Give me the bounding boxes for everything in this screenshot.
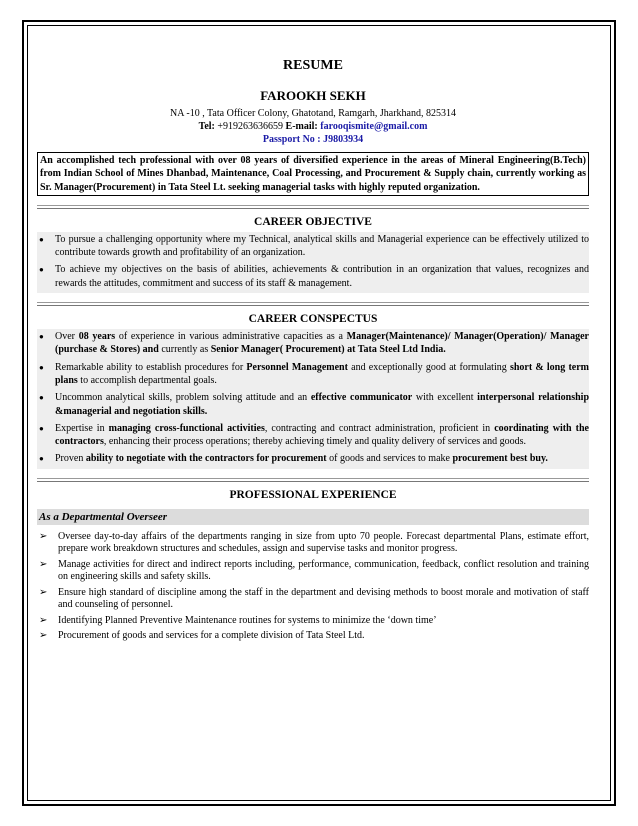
list-item: ➢ Manage activities for direct and indirect reports including, performance, communication, feedback, conflict resolution and training on engineering skills and safety skills.	[37, 559, 589, 584]
candidate-name: FAROOKH SEKH	[260, 88, 366, 103]
career-conspectus-heading: CAREER CONSPECTUS	[248, 313, 378, 326]
section-divider	[37, 478, 589, 482]
email-link[interactable]: farooqismite@gmail.com	[320, 121, 428, 132]
list-item: ● Over 08 years of experience in various administrative capacities as a Manager(Maintenance)/ Manager(Operation)/ Manager (purchase & Stores) and currently as Senior Manager( Procurement) at Tata Steel Ltd India.	[37, 329, 589, 360]
resume-title: RESUME	[283, 58, 343, 73]
resume-content	[37, 58, 589, 646]
address: NA -10 , Tata Officer Colony, Ghatotand, Ramgarh, Jharkhand, 825314	[169, 108, 456, 119]
list-item: ➢ Oversee day-to-day affairs of the departments ranging in size from upto 70 people. Forecast departmental Plans, estimate effort, prepare work breakdown structures and schedules, assign and supervise tasks and monitor progress.	[37, 531, 589, 556]
career-conspectus-list	[37, 329, 589, 469]
professional-experience-heading: PROFESSIONAL EXPERIENCE	[229, 488, 397, 501]
experience-list	[37, 531, 589, 643]
contact-line	[37, 120, 589, 133]
list-item: ● To pursue a challenging opportunity where my Technical, analytical skills and Managerial experience can be effectively utilized to contribute towards growth and profitability of an organization.	[37, 232, 589, 263]
profile-summary: An accomplished tech professional with over 08 years of diversified experience in the areas of Mineral Engineering(B.Tech) from Indian School of Mines Dhanbad, Maintenance, Coal Processing, and Procurement & Supply chain, currently working as Sr. Manager(Procurement) in Tata Steel Lt. seeking managerial tasks with highly reputed organization.	[37, 152, 589, 196]
section-divider	[37, 205, 589, 209]
email-label: E-mail:	[285, 121, 318, 132]
tel-label: Tel:	[198, 121, 215, 132]
career-objective-list	[37, 232, 589, 293]
list-item: ● To achieve my objectives on the basis of abilities, achievements & contribution in an organization that values, recognizes and rewards the attitudes, commitment and success of its staff & management.	[37, 262, 589, 293]
section-divider	[37, 302, 589, 306]
list-item: ➢ Procurement of goods and services for a complete division of Tata Steel Ltd.	[37, 630, 589, 643]
list-item: ● Expertise in managing cross-functional activities, contracting and contract administration, proficient in coordinating with the contractors, enhancing their process operations; thereby achieving timely and quality delivery of services and goods.	[37, 421, 589, 452]
list-item: ● Proven ability to negotiate with the contractors for procurement of goods and services to make procurement best buy.	[37, 451, 589, 468]
role-heading: As a Departmental Overseer	[37, 509, 589, 525]
passport-number: Passport No : J9803934	[262, 134, 364, 145]
list-item: ● Remarkable ability to establish procedures for Personnel Management and exceptionally good at formulating short & long term plans to accomplish departmental goals.	[37, 360, 589, 391]
list-item: ➢ Identifying Planned Preventive Maintenance routines for systems to minimize the ‘down time’	[37, 615, 589, 628]
list-item: ● Uncommon analytical skills, problem solving attitude and an effective communicator with excellent interpersonal relationship &managerial and negotiation skills.	[37, 390, 589, 421]
career-objective-heading: CAREER OBJECTIVE	[254, 215, 372, 228]
list-item: ➢ Ensure high standard of discipline among the staff in the department and devising methods to boost morale and motivation of staff and counseling of personnel.	[37, 587, 589, 612]
tel-number: +919263636659	[217, 121, 284, 132]
